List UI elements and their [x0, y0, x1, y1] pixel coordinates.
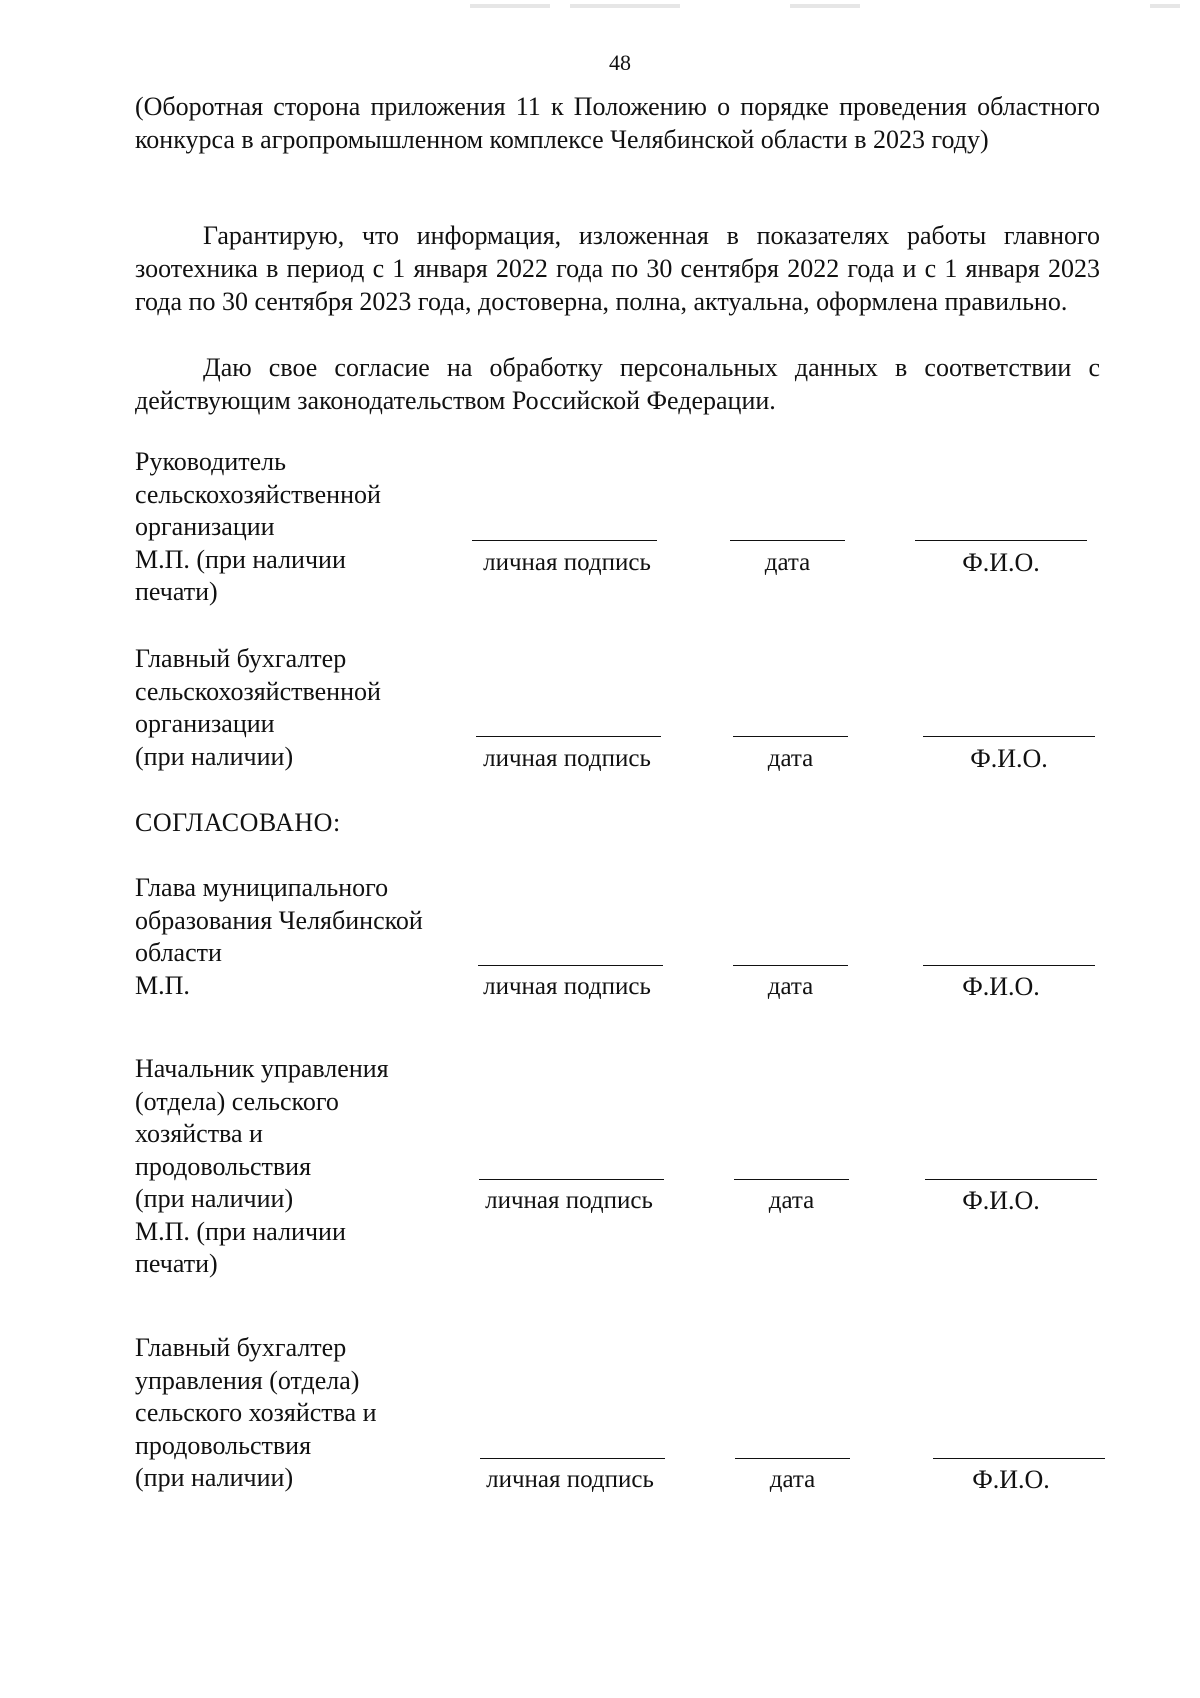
signature-caption: личная подпись — [483, 745, 651, 772]
scan-artifact — [470, 4, 550, 8]
signature-line — [476, 736, 661, 737]
scan-artifact — [1150, 4, 1180, 8]
name-line — [923, 736, 1095, 737]
guarantee-paragraph: Гарантирую, что информация, изложенная в показателях работы главного зоотехника в период с 1 января 2022 года по 30 сентября 2022 года и с 1 января 2023 года по 30 сентября 2023 года, достоверна, полна, актуальна, оформлена правильно. — [135, 221, 1100, 316]
signature-caption: личная подпись — [485, 1187, 653, 1214]
scan-artifact — [570, 4, 680, 8]
signature-line — [472, 540, 657, 541]
name-caption: Ф.И.О. — [962, 1186, 1040, 1215]
name-line — [925, 1179, 1097, 1180]
name-caption: Ф.И.О. — [972, 1465, 1050, 1494]
name-caption: Ф.И.О. — [962, 548, 1040, 577]
date-caption: дата — [767, 973, 814, 1000]
date-line — [730, 540, 845, 541]
date-caption: дата — [769, 1466, 816, 1493]
signature-line — [478, 965, 663, 966]
agreed-heading: СОГЛАСОВАНО: — [135, 808, 341, 837]
signature-caption: личная подпись — [483, 973, 651, 1000]
signatory-title: Начальник управления (отдела) сельского хозяйства и продовольствия (при наличии) М.П. (при наличии печати) — [135, 1054, 389, 1278]
signature-caption: личная подпись — [486, 1466, 654, 1493]
signatory-title: Главный бухгалтер управления (отдела) сельского хозяйства и продовольствия (при наличии) — [135, 1333, 377, 1492]
consent-paragraph: Даю свое согласие на обработку персональных данных в соответствии с действующим законодательством Российской Федерации. — [135, 353, 1100, 415]
date-caption: дата — [767, 745, 814, 772]
name-caption: Ф.И.О. — [970, 744, 1048, 773]
date-caption: дата — [768, 1187, 815, 1214]
date-line — [733, 736, 848, 737]
name-line — [933, 1458, 1105, 1459]
signature-line — [480, 1458, 665, 1459]
signatory-title: Руководитель сельскохозяйственной организации М.П. (при наличии печати) — [135, 447, 381, 606]
name-line — [915, 540, 1087, 541]
date-caption: дата — [764, 549, 811, 576]
page-number: 48 — [609, 50, 631, 75]
date-line — [733, 965, 848, 966]
date-line — [735, 1458, 850, 1459]
name-line — [923, 965, 1095, 966]
signatory-title: Глава муниципального образования Челябинской области М.П. — [135, 873, 423, 1000]
date-line — [734, 1179, 849, 1180]
name-caption: Ф.И.О. — [962, 972, 1040, 1001]
scan-artifact — [790, 4, 860, 8]
appendix-header-note: (Оборотная сторона приложения 11 к Положению о порядке проведения областного конкурса в агропромышленном комплексе Челябинской области в 2023 году) — [135, 92, 1100, 154]
signature-caption: личная подпись — [483, 549, 651, 576]
signature-line — [479, 1179, 664, 1180]
signatory-title: Главный бухгалтер сельскохозяйственной организации (при наличии) — [135, 644, 381, 771]
